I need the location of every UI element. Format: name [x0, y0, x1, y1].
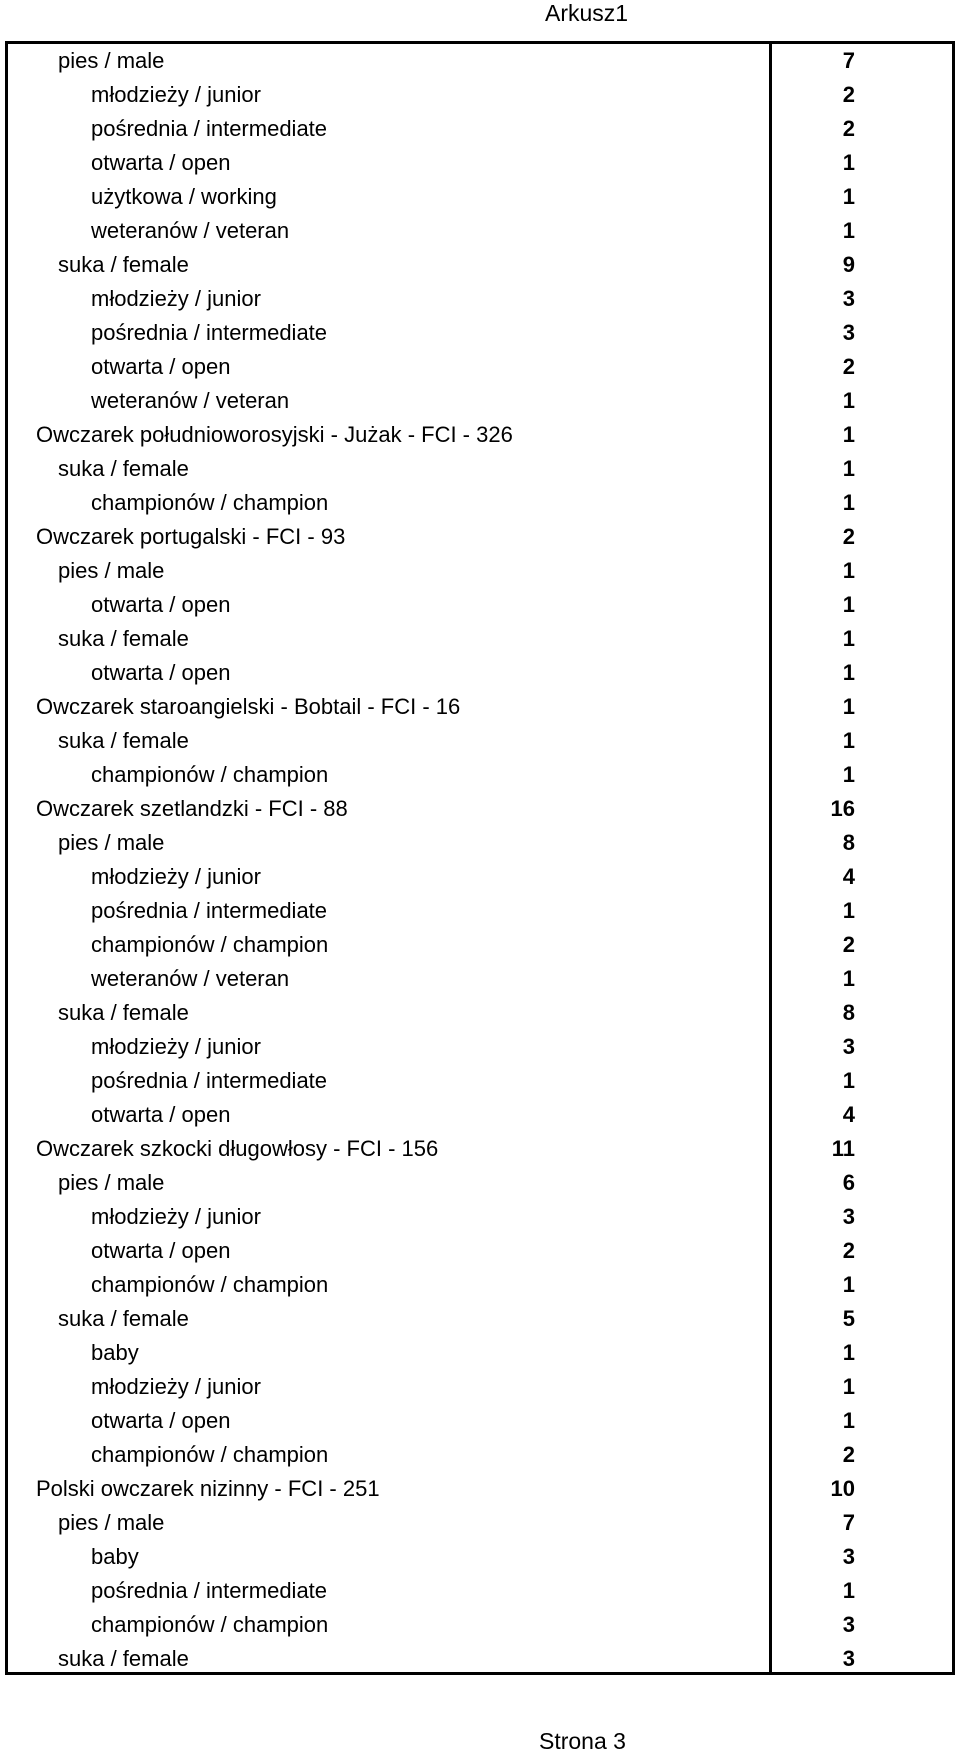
row-count: 1	[842, 388, 855, 413]
row-count: 1	[842, 966, 855, 991]
class-row	[8, 758, 952, 792]
row-label: weteranów / veteran	[91, 966, 290, 991]
class-row	[8, 1608, 952, 1642]
sex-row	[8, 1642, 952, 1676]
row-label: Owczarek szetlandzki - FCI - 88	[36, 796, 348, 821]
row-count: 7	[842, 48, 855, 73]
row-count: 1	[842, 1340, 855, 1365]
row-count: 1	[842, 762, 855, 787]
row-count: 7	[842, 1510, 855, 1535]
class-row	[8, 962, 952, 996]
class-row	[8, 282, 952, 316]
row-label: pośrednia / intermediate	[91, 898, 328, 923]
class-row	[8, 860, 952, 894]
row-label: championów / champion	[91, 932, 329, 957]
row-count: 1	[842, 660, 855, 685]
row-label: baby	[91, 1340, 139, 1365]
row-label: młodzieży / junior	[91, 286, 261, 311]
row-count: 1	[842, 490, 855, 515]
row-count: 1	[842, 626, 855, 651]
row-count: 1	[842, 184, 855, 209]
row-count: 1	[842, 150, 855, 175]
row-label: młodzieży / junior	[91, 1204, 261, 1229]
class-row	[8, 1336, 952, 1370]
row-count: 1	[842, 422, 855, 447]
row-label: otwarta / open	[91, 354, 231, 379]
class-row	[8, 1200, 952, 1234]
row-count: 1	[842, 898, 855, 923]
class-row	[8, 1438, 952, 1472]
row-count: 2	[842, 524, 855, 549]
row-label: młodzieży / junior	[91, 1374, 261, 1399]
row-count: 1	[842, 1272, 855, 1297]
row-count: 1	[842, 1578, 855, 1603]
row-count: 2	[842, 1238, 855, 1263]
row-count: 1	[842, 1408, 855, 1433]
class-row	[8, 112, 952, 146]
row-label: Polski owczarek nizinny - FCI - 251	[36, 1476, 380, 1501]
row-label: pośrednia / intermediate	[91, 320, 328, 345]
class-row	[8, 146, 952, 180]
row-count: 2	[842, 354, 855, 379]
row-count: 1	[842, 1374, 855, 1399]
breed-row	[8, 1132, 952, 1166]
class-row	[8, 894, 952, 928]
row-label: młodzieży / junior	[91, 864, 261, 889]
class-row	[8, 588, 952, 622]
row-label: Owczarek szkocki długowłosy - FCI - 156	[36, 1136, 439, 1161]
row-label: użytkowa / working	[91, 184, 277, 209]
row-count: 2	[842, 932, 855, 957]
row-label: otwarta / open	[91, 1102, 231, 1127]
row-count: 1	[842, 218, 855, 243]
row-count: 2	[842, 82, 855, 107]
row-count: 3	[842, 286, 855, 311]
row-count: 3	[842, 320, 855, 345]
row-count: 3	[842, 1034, 855, 1059]
class-row	[8, 1370, 952, 1404]
row-label: pies / male	[58, 558, 165, 583]
row-label: otwarta / open	[91, 1408, 231, 1433]
row-label: otwarta / open	[91, 1238, 231, 1263]
breed-row	[8, 1472, 952, 1506]
class-row	[8, 1030, 952, 1064]
breed-count-table	[5, 41, 955, 1675]
breed-row	[8, 520, 952, 554]
row-count: 11	[831, 1136, 855, 1161]
sex-row	[8, 1166, 952, 1200]
page-number: Strona 3	[539, 1728, 626, 1754]
class-row	[8, 350, 952, 384]
row-label: championów / champion	[91, 1272, 329, 1297]
row-label: suka / female	[58, 252, 189, 277]
row-label: suka / female	[58, 456, 189, 481]
row-label: pośrednia / intermediate	[91, 1068, 328, 1093]
row-label: otwarta / open	[91, 592, 231, 617]
row-label: młodzieży / junior	[91, 1034, 261, 1059]
class-row	[8, 78, 952, 112]
class-row	[8, 214, 952, 248]
page-footer	[539, 1728, 626, 1754]
class-row	[8, 486, 952, 520]
sex-row	[8, 996, 952, 1030]
row-label: otwarta / open	[91, 660, 231, 685]
class-row	[8, 1064, 952, 1098]
class-row	[8, 316, 952, 350]
row-count: 2	[842, 116, 855, 141]
sex-row	[8, 1506, 952, 1540]
sheet-name: Arkusz1	[545, 0, 629, 26]
row-count: 4	[842, 1102, 855, 1127]
sex-row	[8, 554, 952, 588]
row-count: 9	[842, 252, 855, 277]
row-label: suka / female	[58, 626, 189, 651]
row-count: 6	[842, 1170, 855, 1195]
breed-row	[8, 792, 952, 826]
row-count: 10	[830, 1476, 855, 1501]
row-label: championów / champion	[91, 1442, 329, 1467]
row-count: 3	[842, 1646, 855, 1671]
row-label: pies / male	[58, 48, 165, 73]
column-divider	[769, 44, 772, 1672]
row-count: 1	[842, 592, 855, 617]
row-count: 3	[842, 1612, 855, 1637]
row-label: suka / female	[58, 728, 189, 753]
row-count: 3	[842, 1204, 855, 1229]
row-label: Owczarek portugalski - FCI - 93	[36, 524, 346, 549]
row-count: 1	[842, 1068, 855, 1093]
row-label: suka / female	[58, 1000, 189, 1025]
sex-row	[8, 724, 952, 758]
row-label: pies / male	[58, 1170, 165, 1195]
row-label: championów / champion	[91, 1612, 329, 1637]
class-row	[8, 656, 952, 690]
row-count: 5	[842, 1306, 855, 1331]
table-rows	[8, 44, 952, 1676]
class-row	[8, 180, 952, 214]
row-label: Owczarek staroangielski - Bobtail - FCI - 16	[36, 694, 461, 719]
class-row	[8, 1574, 952, 1608]
row-count: 1	[842, 558, 855, 583]
sex-row	[8, 44, 952, 78]
row-count: 8	[842, 1000, 855, 1025]
row-count: 4	[842, 864, 855, 889]
row-count: 3	[842, 1544, 855, 1569]
sex-row	[8, 1302, 952, 1336]
row-label: weteranów / veteran	[91, 388, 290, 413]
class-row	[8, 1404, 952, 1438]
breed-row	[8, 418, 952, 452]
class-row	[8, 1540, 952, 1574]
row-count: 16	[830, 796, 855, 821]
sex-row	[8, 452, 952, 486]
row-label: młodzieży / junior	[91, 82, 261, 107]
row-label: Owczarek południoworosyjski - Jużak - FCI - 326	[36, 422, 513, 447]
row-count: 2	[842, 1442, 855, 1467]
row-count: 1	[842, 694, 855, 719]
breed-row	[8, 690, 952, 724]
sex-row	[8, 248, 952, 282]
row-label: pies / male	[58, 830, 165, 855]
row-label: pośrednia / intermediate	[91, 116, 328, 141]
row-label: baby	[91, 1544, 139, 1569]
sex-row	[8, 826, 952, 860]
row-label: otwarta / open	[91, 150, 231, 175]
class-row	[8, 1098, 952, 1132]
row-label: suka / female	[58, 1646, 189, 1671]
row-label: suka / female	[58, 1306, 189, 1331]
class-row	[8, 928, 952, 962]
row-label: weteranów / veteran	[91, 218, 290, 243]
row-count: 8	[842, 830, 855, 855]
row-label: championów / champion	[91, 490, 329, 515]
row-label: pośrednia / intermediate	[91, 1578, 328, 1603]
sex-row	[8, 622, 952, 656]
row-count: 1	[842, 728, 855, 753]
row-count: 1	[842, 456, 855, 481]
class-row	[8, 384, 952, 418]
row-label: pies / male	[58, 1510, 165, 1535]
class-row	[8, 1234, 952, 1268]
class-row	[8, 1268, 952, 1302]
row-label: championów / champion	[91, 762, 329, 787]
